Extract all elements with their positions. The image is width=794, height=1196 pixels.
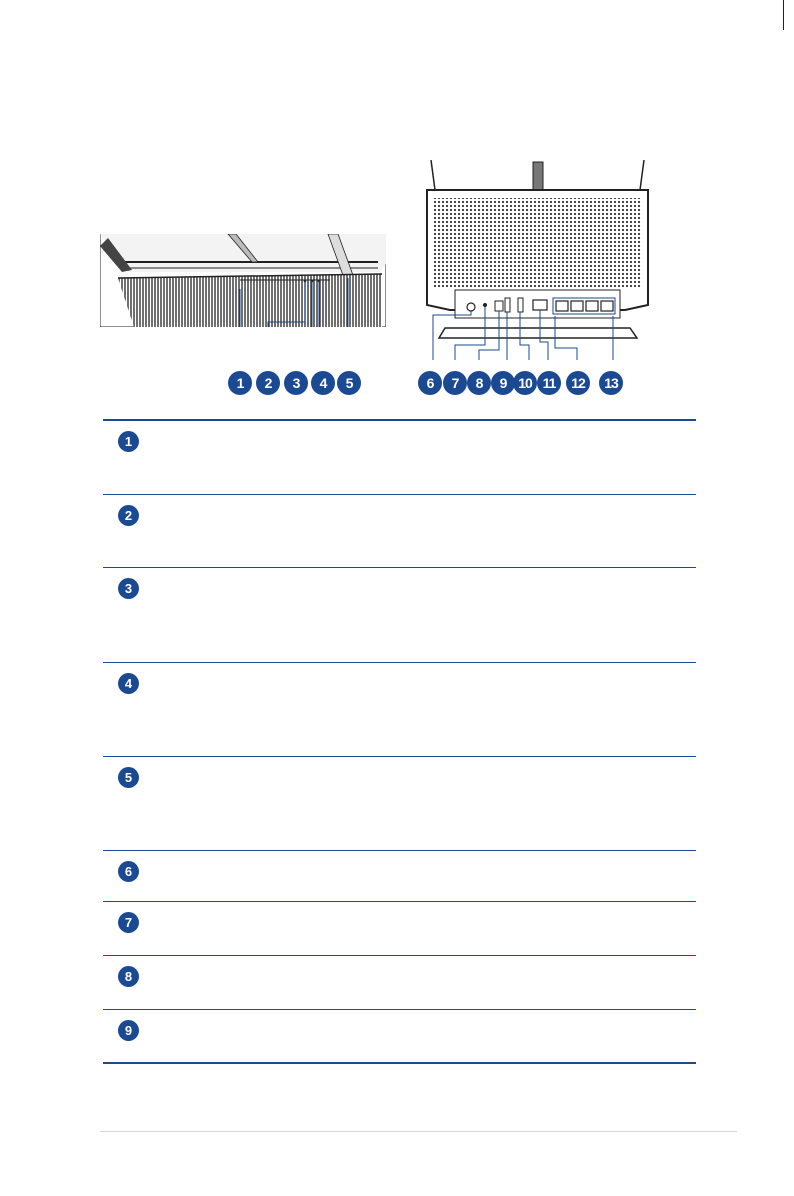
callout-4: 4 bbox=[311, 371, 335, 395]
callout-9: 9 bbox=[491, 371, 515, 395]
callout-2: 2 bbox=[256, 371, 280, 395]
router-front-illustration bbox=[100, 234, 386, 327]
row-number: 6 bbox=[118, 861, 139, 882]
row-number: 1 bbox=[118, 431, 139, 452]
callout-13: 13 bbox=[599, 371, 623, 395]
table-row bbox=[103, 662, 696, 756]
router-rear-illustration bbox=[425, 160, 650, 360]
callout-8: 8 bbox=[467, 371, 491, 395]
table-row bbox=[103, 1009, 696, 1064]
callout-6: 6 bbox=[418, 371, 442, 395]
table-row bbox=[103, 756, 696, 850]
component-table bbox=[103, 419, 696, 1064]
callout-1: 1 bbox=[228, 371, 252, 395]
callout-5: 5 bbox=[337, 371, 361, 395]
callout-7: 7 bbox=[443, 371, 467, 395]
row-number: 4 bbox=[118, 673, 139, 694]
row-number: 7 bbox=[118, 912, 139, 933]
row-number: 2 bbox=[118, 505, 139, 526]
table-row bbox=[103, 567, 696, 662]
footer-divider bbox=[100, 1131, 737, 1132]
crop-mark bbox=[783, 0, 784, 30]
table-row bbox=[103, 421, 696, 494]
table-row bbox=[103, 850, 696, 901]
row-number: 9 bbox=[118, 1020, 139, 1041]
row-number: 8 bbox=[118, 966, 139, 987]
table-row bbox=[103, 901, 696, 955]
callout-11: 11 bbox=[537, 371, 561, 395]
table-row bbox=[103, 494, 696, 567]
table-row bbox=[103, 955, 696, 1009]
callout-10: 10 bbox=[513, 371, 537, 395]
callout-3: 3 bbox=[284, 371, 308, 395]
row-number: 5 bbox=[118, 767, 139, 788]
callout-12: 12 bbox=[566, 371, 590, 395]
row-number: 3 bbox=[118, 578, 139, 599]
